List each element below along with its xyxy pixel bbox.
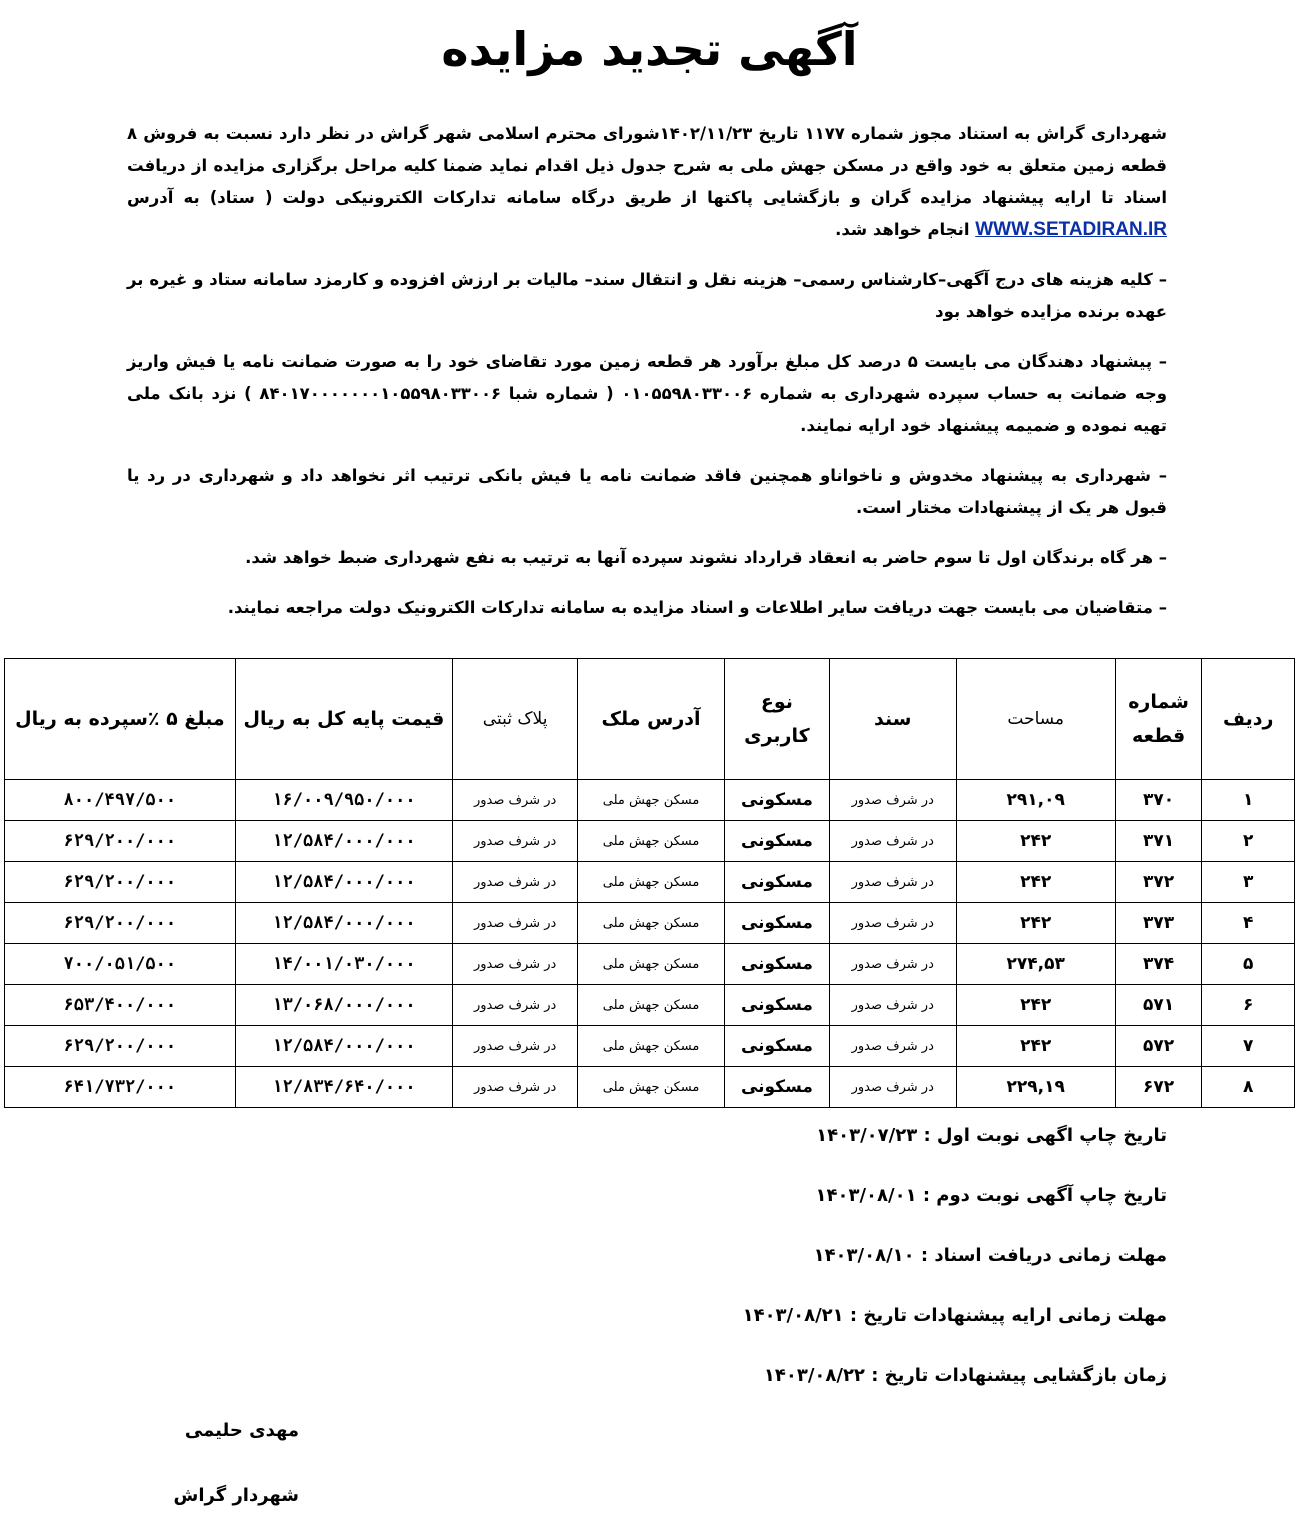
cell-lot-number: ۳۷۳ (1115, 903, 1202, 944)
cell-address: مسکن جهش ملی (578, 862, 725, 903)
cell-lot-number: ۳۷۲ (1115, 862, 1202, 903)
intro-tail: انجام خواهد شد. (835, 220, 970, 239)
cell-deed: در شرف صدور (829, 944, 956, 985)
cell-base-price: ۱۲/۵۸۴/۰۰۰/۰۰۰ (235, 903, 453, 944)
lots-table (4, 658, 1295, 1108)
cell-deed: در شرف صدور (829, 821, 956, 862)
cell-plaque: در شرف صدور (453, 821, 578, 862)
cell-base-price: ۱۶/۰۰۹/۹۵۰/۰۰۰ (235, 780, 453, 821)
cell-plaque: در شرف صدور (453, 1026, 578, 1067)
cell-plaque: در شرف صدور (453, 862, 578, 903)
cell-address: مسکن جهش ملی (578, 1026, 725, 1067)
cell-row-number: ۶ (1202, 985, 1295, 1026)
cell-use-type: مسکونی (725, 862, 830, 903)
cell-row-number: ۴ (1202, 903, 1295, 944)
cell-area: ۲۲۹,۱۹ (956, 1067, 1115, 1108)
cell-row-number: ۲ (1202, 821, 1295, 862)
opening-date: زمان بازگشایی پیشنهادات تاریخ : ۱۴۰۳/۰۸/۲۲ (763, 1365, 1167, 1386)
note-guarantee: – پیشنهاد دهندگان می بایست ۵ درصد کل مبلغ برآورد هر قطعه زمین مورد تقاضای خود را به صورت ضمانت نامه یا فیش واریز وجه ضمانت به حساب سپرده شهرداری به شماره ۰۱۰۵۵۹۸۰۳۳۰۰۶ ( شماره شبا ۸۴۰۱۷۰۰۰۰۰۰۰۱۰۵۵۹۸۰۳۳۰۰۶ ) نزد بانک ملی تهیه نموده و ضمیمه پیشنهاد خود ارایه نمایند. (127, 352, 1167, 435)
cell-area: ۲۴۲ (956, 903, 1115, 944)
proposal-deadline: مهلت زمانی ارایه پیشنهادات تاریخ : ۱۴۰۳/۰۸/۲۱ (742, 1305, 1167, 1326)
cell-base-price: ۱۲/۸۳۴/۶۴۰/۰۰۰ (235, 1067, 453, 1108)
cell-deposit: ۶۵۳/۴۰۰/۰۰۰ (5, 985, 236, 1026)
note-winners: – هر گاه برندگان اول تا سوم حاضر به انعقاد قرارداد نشوند سپرده آنها به ترتیب به نفع شهرداری ضبط خواهد شد. (245, 548, 1167, 567)
cell-row-number: ۳ (1202, 862, 1295, 903)
cell-base-price: ۱۲/۵۸۴/۰۰۰/۰۰۰ (235, 821, 453, 862)
signer-role: شهردار گراش (173, 1485, 299, 1506)
cell-area: ۲۹۱,۰۹ (956, 780, 1115, 821)
cell-plaque: در شرف صدور (453, 780, 578, 821)
cell-row-number: ۸ (1202, 1067, 1295, 1108)
setad-link[interactable]: WWW.SETADIRAN.IR (975, 219, 1167, 240)
cell-address: مسکن جهش ملی (578, 903, 725, 944)
header-base-price: قیمت پایه کل به ریال (235, 659, 453, 780)
cell-deposit: ۶۲۹/۲۰۰/۰۰۰ (5, 821, 236, 862)
cell-lot-number: ۳۷۱ (1115, 821, 1202, 862)
second-print-date: تاریخ چاپ آگهی نوبت دوم : ۱۴۰۳/۰۸/۰۱ (815, 1185, 1167, 1206)
header-deposit: مبلغ ۵ ٪سپرده به ریال (5, 659, 236, 780)
cell-lot-number: ۳۷۰ (1115, 780, 1202, 821)
cell-row-number: ۱ (1202, 780, 1295, 821)
cell-use-type: مسکونی (725, 1026, 830, 1067)
table-row (5, 1067, 1295, 1108)
first-print-date: تاریخ چاپ اگهی نوبت اول : ۱۴۰۳/۰۷/۲۳ (816, 1125, 1167, 1146)
cell-deed: در شرف صدور (829, 985, 956, 1026)
note-rejection: – شهرداری به پیشنهاد مخدوش و ناخواناو همچنین فاقد ضمانت نامه یا فیش بانکی ترتیب اثر نخواهد داد و شهرداری در رد یا قبول هر یک از پیشنهادات مختار است. (127, 466, 1167, 517)
table-body (5, 780, 1295, 1108)
signer-name: مهدی حلیمی (184, 1420, 299, 1441)
cell-deed: در شرف صدور (829, 1026, 956, 1067)
cell-deed: در شرف صدور (829, 1067, 956, 1108)
cell-plaque: در شرف صدور (453, 1067, 578, 1108)
header-lot-number: شماره قطعه (1115, 659, 1202, 780)
header-plaque: پلاک ثبتی (453, 659, 578, 780)
cell-deed: در شرف صدور (829, 903, 956, 944)
header-address: آدرس ملک (578, 659, 725, 780)
header-row-number: ردیف (1202, 659, 1295, 780)
cell-base-price: ۱۴/۰۰۱/۰۳۰/۰۰۰ (235, 944, 453, 985)
header-use-type: نوع کاربری (725, 659, 830, 780)
cell-lot-number: ۳۷۴ (1115, 944, 1202, 985)
cell-row-number: ۵ (1202, 944, 1295, 985)
table-row (5, 1026, 1295, 1067)
cell-deed: در شرف صدور (829, 862, 956, 903)
table-row (5, 780, 1295, 821)
table-header-row (5, 659, 1295, 780)
notice-body (127, 118, 1167, 624)
dates-block (267, 1122, 1167, 1422)
cell-row-number: ۷ (1202, 1026, 1295, 1067)
cell-use-type: مسکونی (725, 985, 830, 1026)
cell-area: ۲۴۲ (956, 862, 1115, 903)
intro-paragraph (127, 118, 1167, 246)
table-row (5, 862, 1295, 903)
document-deadline: مهلت زمانی دریافت اسناد : ۱۴۰۳/۰۸/۱۰ (813, 1245, 1167, 1266)
cell-lot-number: ۶۷۲ (1115, 1067, 1202, 1108)
cell-lot-number: ۵۷۱ (1115, 985, 1202, 1026)
cell-address: مسکن جهش ملی (578, 1067, 725, 1108)
cell-area: ۲۴۲ (956, 1026, 1115, 1067)
table-row (5, 944, 1295, 985)
cell-area: ۲۷۴,۵۳ (956, 944, 1115, 985)
cell-deposit: ۶۲۹/۲۰۰/۰۰۰ (5, 903, 236, 944)
intro-text: شهرداری گراش به استناد مجوز شماره ۱۱۷۷ تاریخ ۱۴۰۲/۱۱/۲۳شورای محترم اسلامی شهر گراش در نظر دارد نسبت به فروش ۸ قطعه زمین متعلق به خود واقع در مسکن جهش ملی به شرح جدول ذیل اقدام نماید ضمنا کلیه مراحل برگزاری مزایده از دریافت اسناد تا ارایه پیشنهاد مزایده گران و بازگشایی پاکتها از طریق درگاه سامانه تدارکات الکترونیکی دولت ( ستاد) به آدرس (127, 124, 1167, 207)
cell-use-type: مسکونی (725, 903, 830, 944)
header-area: مساحت (956, 659, 1115, 780)
cell-deposit: ۶۴۱/۷۳۲/۰۰۰ (5, 1067, 236, 1108)
cell-lot-number: ۵۷۲ (1115, 1026, 1202, 1067)
header-deed: سند (829, 659, 956, 780)
cell-address: مسکن جهش ملی (578, 985, 725, 1026)
cell-area: ۲۴۲ (956, 821, 1115, 862)
cell-base-price: ۱۳/۰۶۸/۰۰۰/۰۰۰ (235, 985, 453, 1026)
cell-base-price: ۱۲/۵۸۴/۰۰۰/۰۰۰ (235, 1026, 453, 1067)
cell-deed: در شرف صدور (829, 780, 956, 821)
table-row (5, 985, 1295, 1026)
cell-area: ۲۴۲ (956, 985, 1115, 1026)
table-row (5, 903, 1295, 944)
cell-use-type: مسکونی (725, 944, 830, 985)
table-row (5, 821, 1295, 862)
note-costs: – کلیه هزینه های درج آگهی–کارشناس رسمی– هزینه نقل و انتقال سند– مالیات بر ارزش افزوده و کارمزد سامانه ستاد و غیره بر عهده برنده مزایده خواهد بود (127, 270, 1167, 321)
cell-plaque: در شرف صدور (453, 985, 578, 1026)
cell-address: مسکن جهش ملی (578, 944, 725, 985)
cell-address: مسکن جهش ملی (578, 821, 725, 862)
cell-plaque: در شرف صدور (453, 903, 578, 944)
cell-deposit: ۷۰۰/۰۵۱/۵۰۰ (5, 944, 236, 985)
cell-plaque: در شرف صدور (453, 944, 578, 985)
cell-deposit: ۶۲۹/۲۰۰/۰۰۰ (5, 862, 236, 903)
note-applicants: – متقاضیان می بایست جهت دریافت سایر اطلاعات و اسناد مزایده به سامانه تدارکات الکترونیک دولت مراجعه نمایند. (227, 598, 1167, 617)
cell-use-type: مسکونی (725, 1067, 830, 1108)
cell-use-type: مسکونی (725, 780, 830, 821)
cell-base-price: ۱۲/۵۸۴/۰۰۰/۰۰۰ (235, 862, 453, 903)
cell-deposit: ۸۰۰/۴۹۷/۵۰۰ (5, 780, 236, 821)
cell-address: مسکن جهش ملی (578, 780, 725, 821)
notice-title: آگهی تجدید مزایده (441, 22, 858, 76)
cell-deposit: ۶۲۹/۲۰۰/۰۰۰ (5, 1026, 236, 1067)
cell-use-type: مسکونی (725, 821, 830, 862)
